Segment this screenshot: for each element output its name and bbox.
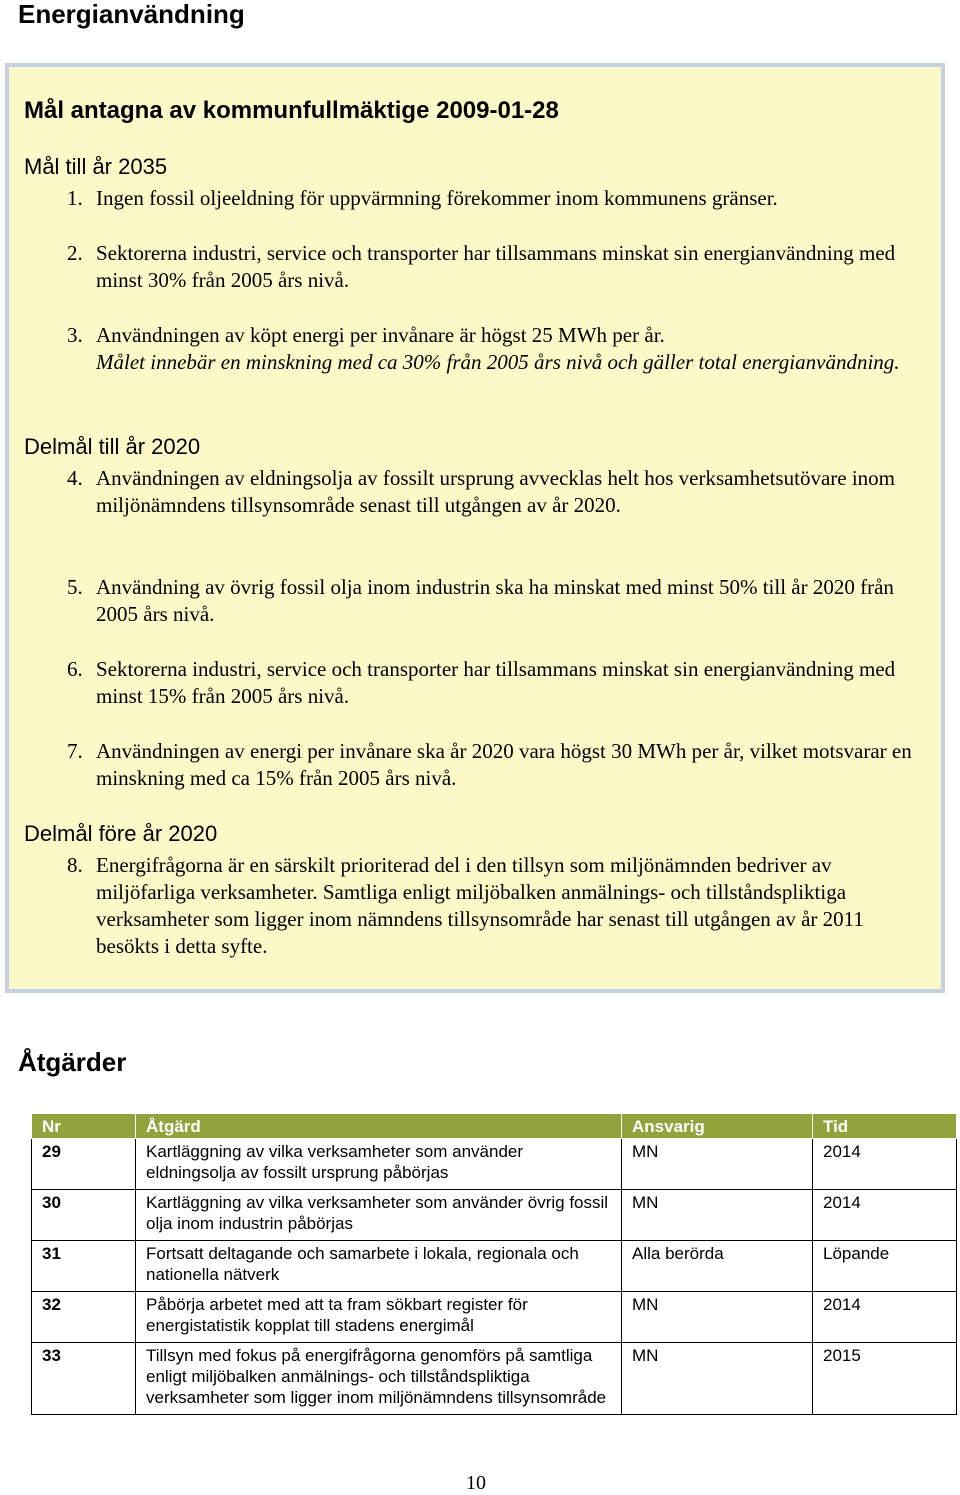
cell-time: Löpande [813,1241,957,1292]
goal-item-7 [67,738,927,792]
goal-number: 8. [67,853,83,877]
cell-responsible: Alla berörda [622,1241,813,1292]
cell-responsible: MN [622,1292,813,1343]
actions-table [31,1113,957,1415]
cell-action: Kartläggning av vilka verksamheter som använder övrig fossil olja inom industrin påbörjas [136,1190,622,1241]
cell-nr: 32 [32,1292,136,1343]
goal-item-1 [67,185,927,212]
goal-text: Energifrågorna är en särskilt prioriterad del i den tillsyn som miljönämnden bedriver av miljöfarliga verksamheter. Samtliga enligt miljöbalken anmälnings- och tillståndspliktiga verksamheter som ligger inom nämndens tillsynsområde har senast till utgången av år 2011 besökts i detta syfte. [96,853,864,958]
table-row [32,1343,957,1415]
goal-note: Målet innebär en minskning med ca 30% från 2005 års nivå och gäller total energianvändning. [96,350,900,374]
cell-action: Tillsyn med fokus på energifrågorna genomförs på samtliga enligt miljöbalken anmälnings- och tillståndspliktiga verksamheter som ligger inom miljönämndens tillsynsområde [136,1343,622,1415]
goal-item-2 [67,240,927,294]
table-row [32,1190,957,1241]
goal-number: 3. [67,323,83,347]
column-header-action: Åtgärd [136,1114,622,1139]
goal-text: Användningen av köpt energi per invånare är högst 25 MWh per år. [96,323,665,347]
goals-box-title: Mål antagna av kommunfullmäktige 2009-01-28 [24,97,559,124]
goal-text: Användning av övrig fossil olja inom industrin ska ha minskat med minst 50% till år 2020 från 2005 års nivå. [96,575,894,626]
goal-text: Ingen fossil oljeeldning för uppvärmning förekommer inom kommunens gränser. [96,186,778,210]
goal-number: 4. [67,466,83,490]
goal-item-5 [67,574,927,628]
goal-number: 5. [67,575,83,599]
section-heading-2035: Mål till år 2035 [24,154,168,179]
goal-text: Användningen av energi per invånare ska år 2020 vara högst 30 MWh per år, vilket motsvarar en minskning med ca 15% från 2005 års nivå. [96,739,912,790]
cell-action: Påbörja arbetet med att ta fram sökbart register för energistatistik kopplat till stadens energimål [136,1292,622,1343]
page-title: Energianvändning [18,0,245,29]
cell-responsible: MN [622,1139,813,1190]
goal-item-8 [67,852,927,960]
goal-number: 6. [67,657,83,681]
cell-responsible: MN [622,1190,813,1241]
goal-text: Sektorerna industri, service och transporter har tillsammans minskat sin energianvändning med minst 30% från 2005 års nivå. [96,241,896,292]
cell-nr: 30 [32,1190,136,1241]
goal-number: 1. [67,186,83,210]
goal-item-6 [67,656,927,710]
cell-time: 2015 [813,1343,957,1415]
cell-responsible: MN [622,1343,813,1415]
cell-nr: 29 [32,1139,136,1190]
table-row [32,1241,957,1292]
cell-nr: 33 [32,1343,136,1415]
goal-item-4 [67,465,927,519]
page-number: 10 [466,1472,486,1494]
cell-nr: 31 [32,1241,136,1292]
cell-time: 2014 [813,1292,957,1343]
goal-text: Sektorerna industri, service och transporter har tillsammans minskat sin energianvändning med minst 15% från 2005 års nivå. [96,657,896,708]
actions-title: Åtgärder [18,1047,127,1077]
goal-item-3 [67,322,927,376]
goal-number: 7. [67,739,83,763]
goal-text: Användningen av eldningsolja av fossilt ursprung avvecklas helt hos verksamhetsutövare inom miljönämndens tillsynsområde senast till utgången av år 2020. [96,466,895,517]
section-heading-before-2020: Delmål före år 2020 [24,821,218,846]
column-header-responsible: Ansvarig [622,1114,813,1139]
section-heading-2020: Delmål till år 2020 [24,434,201,459]
column-header-nr: Nr [32,1114,136,1139]
goals-box [5,63,945,993]
table-row [32,1292,957,1343]
cell-action: Kartläggning av vilka verksamheter som använder eldningsolja av fossilt ursprung påbörjas [136,1139,622,1190]
table-header-row [32,1114,957,1139]
cell-time: 2014 [813,1139,957,1190]
table-row [32,1139,957,1190]
cell-time: 2014 [813,1190,957,1241]
cell-action: Fortsatt deltagande och samarbete i lokala, regionala och nationella nätverk [136,1241,622,1292]
goal-number: 2. [67,241,83,265]
column-header-time: Tid [813,1114,957,1139]
